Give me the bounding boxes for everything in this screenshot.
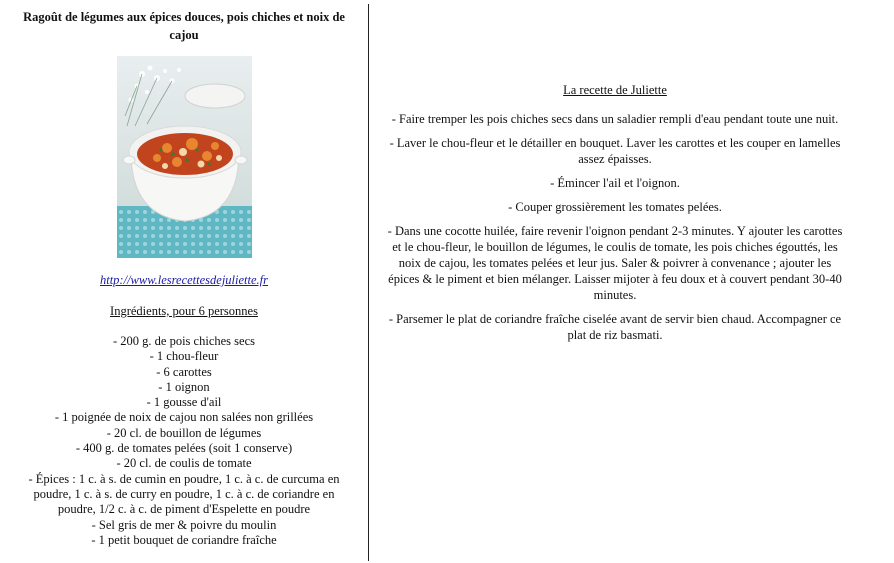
ingredient-item: - 200 g. de pois chiches secs: [113, 334, 255, 348]
column-divider: [368, 4, 369, 561]
ingredient-item: - Sel gris de mer & poivre du moulin: [91, 517, 277, 532]
recipe-step: - Parsemer le plat de coriandre fraîche ciselée avant de servir bien chaud. Accompagner ce plat de riz basmati.: [388, 312, 842, 342]
ingredient-item: - 1 chou-fleur: [149, 349, 219, 364]
recipe-step: - Dans une cocotte huilée, faire revenir l'oignon pendant 2-3 minutes. Y ajouter les carottes et le chou-fleur, le bouillon de légumes, le coulis de tomate, les pois chiches égouttés, les noix de cajou, les tomates pelées et leur jus. Saler & poivrer à convenance ; ajouter les épices & le piment et bien mélanger. Laisser mijoter à feu doux et à couvert pendant 30-40 minutes.: [387, 224, 843, 302]
ingredient-item: - 1 gousse d'ail: [146, 395, 222, 410]
website-link[interactable]: http://www.lesrecettesdejuliette.fr: [99, 273, 269, 287]
recipe-step: - Émincer l'ail et l'oignon.: [550, 176, 680, 190]
ingredients-heading: Ingrédients, pour 6 personnes: [110, 304, 258, 318]
recipe-step: - Faire tremper les pois chiches secs dans un saladier rempli d'eau pendant toute une nuit.: [391, 112, 839, 126]
website-link-row: [0, 272, 368, 288]
recipe-title: Ragoût de légumes aux épices douces, pois chiches et noix de cajou: [23, 10, 345, 42]
ingredient-item: - 1 petit bouquet de coriandre fraîche: [91, 532, 277, 547]
ingredient-item: - 1 poignée de noix de cajou non salées non grillées: [54, 410, 314, 425]
recipe-column: [380, 0, 850, 351]
recipe-steps: [380, 111, 850, 343]
ingredients-column: [0, 0, 368, 563]
ingredient-item: - 1 oignon: [158, 379, 210, 394]
ingredient-item: - 6 carottes: [156, 364, 212, 379]
ingredients-list: [0, 334, 368, 548]
ingredient-item: - 400 g. de tomates pelées (soit 1 conserve): [75, 441, 293, 456]
ingredient-item: - Épices : 1 c. à s. de cumin en poudre, 1 c. à c. de curcuma en poudre, 1 c. à s. de curry en poudre, 1 c. à c. de coriandre en poudre, 1/2 c. à c. de piment d'Espelette en poudre: [28, 471, 340, 517]
recipe-step: - Couper grossièrement les tomates pelées.: [508, 200, 722, 214]
recipe-step: - Laver le chou-fleur et le détailler en bouquet. Laver les carottes et les couper en lamelles assez épaisses.: [389, 136, 841, 166]
ragout-dish-photo: [117, 56, 252, 258]
recipe-heading: La recette de Juliette: [563, 83, 667, 97]
ingredient-item: - 20 cl. de bouillon de légumes: [106, 425, 262, 440]
ingredient-item: - 20 cl. de coulis de tomate: [116, 456, 252, 471]
